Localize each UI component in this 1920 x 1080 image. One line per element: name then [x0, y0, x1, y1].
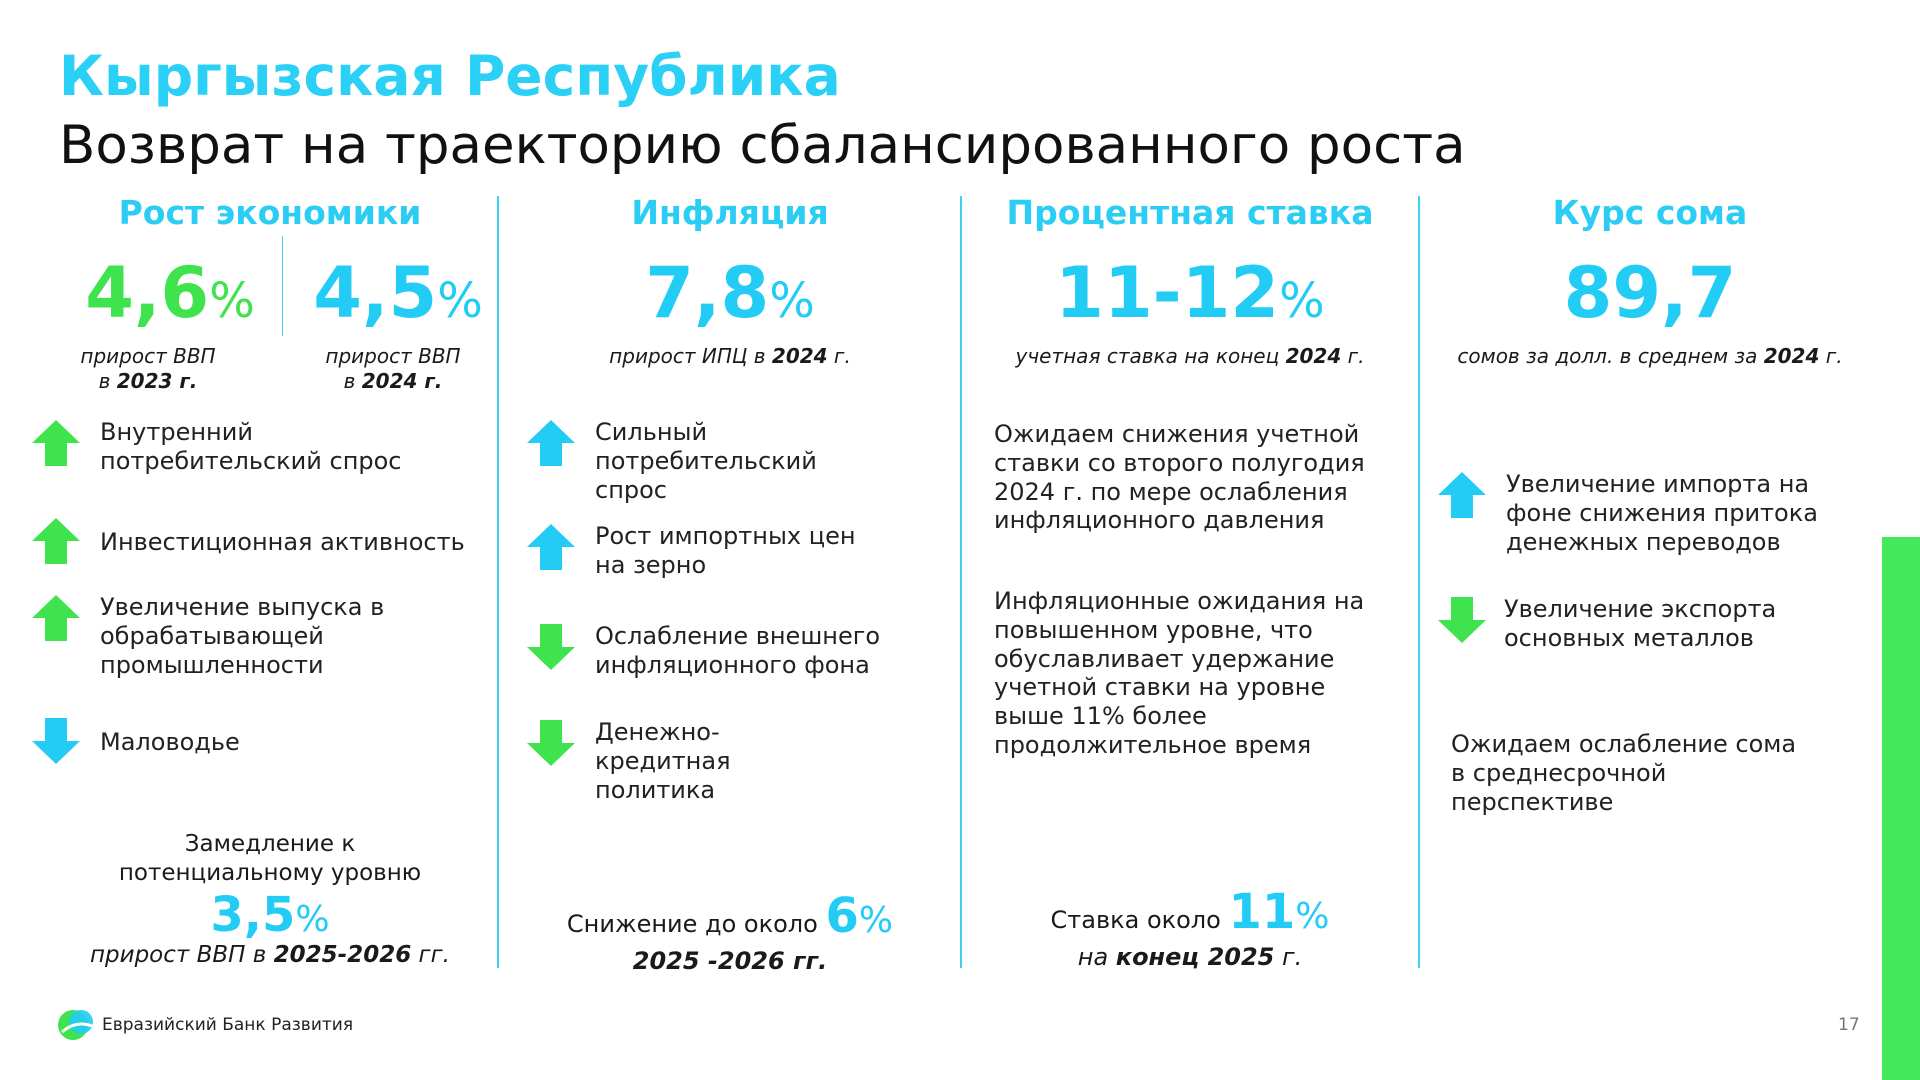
growth-factor-text: Внутренний потребительский спрос	[100, 418, 402, 475]
fx-caption	[1430, 344, 1870, 369]
column-divider	[960, 196, 962, 968]
fx-factor-item	[1436, 595, 1866, 653]
rate-number: 11-12	[1055, 252, 1280, 334]
gdp-2023-caption-year: 2023 г.	[116, 369, 198, 393]
arrow-up-icon	[30, 593, 82, 643]
inflation-outlook-unit: %	[858, 900, 894, 941]
gdp-2024-number: 4,5	[313, 252, 438, 334]
gdp-2024-caption-year: 2024 г.	[361, 369, 443, 393]
arrow-up-icon	[30, 418, 82, 468]
inflation-number: 7,8	[645, 252, 770, 334]
arrow-down-icon	[525, 718, 577, 768]
fx-factor-text: Увеличение экспорта основных металлов	[1504, 595, 1777, 652]
rate-outlook	[970, 886, 1410, 971]
column-divider	[1418, 196, 1420, 968]
rate-outlook-line2-bold: конец 2025	[1115, 942, 1275, 971]
rate-caption	[970, 344, 1410, 369]
gdp-2023-caption-line1: прирост ВВП	[80, 344, 216, 368]
inflation-caption-year: 2024	[771, 344, 828, 368]
fx-number: 89,7	[1563, 252, 1737, 334]
fx-caption-suffix: г.	[1819, 344, 1843, 368]
rate-caption-suffix: г.	[1341, 344, 1365, 368]
inflation-factor-text: Денежно-кредитная политика	[595, 718, 731, 804]
page-title: Кыргызская Республика	[59, 44, 841, 108]
inflation-factor-item	[525, 522, 945, 580]
rate-unit: %	[1279, 273, 1325, 329]
gdp-2024-unit: %	[437, 273, 483, 329]
rate-heading: Процентная ставка	[1006, 193, 1374, 232]
growth-outlook-line1: Замедление к	[184, 831, 356, 857]
fx-caption-prefix: сомов за долл. в среднем за	[1457, 344, 1764, 368]
inflation-factor-item	[525, 622, 945, 680]
gdp-2023-caption-prefix: в	[98, 369, 117, 393]
rate-caption-year: 2024	[1285, 344, 1342, 368]
bank-logo-icon	[56, 1006, 96, 1046]
page-number: 17	[1838, 1015, 1860, 1035]
inflation-outlook-years: 2025 -2026 гг.	[632, 946, 828, 975]
gdp-2024-value	[298, 252, 498, 334]
inflation-caption-suffix: г.	[827, 344, 851, 368]
inflation-factor-text: Сильный потребительский спрос	[595, 418, 817, 504]
growth-heading: Рост экономики	[118, 193, 422, 232]
gdp-2024-caption	[305, 344, 481, 394]
rate-paragraph: Ожидаем снижения учетной ставки со второго полугодия 2024 г. по мере ослабления инфляционного давления	[994, 420, 1365, 535]
inflation-value	[510, 252, 950, 334]
metric-divider	[282, 236, 283, 336]
bank-name: Евразийский Банк Развития	[102, 1015, 354, 1035]
inflation-outlook-number: 6	[825, 888, 859, 944]
growth-factor-text: Маловодье	[100, 728, 240, 756]
arrow-up-icon	[1436, 470, 1488, 520]
arrow-down-icon	[1436, 595, 1488, 645]
fx-value	[1430, 252, 1870, 334]
rate-outlook-number: 11	[1228, 884, 1296, 940]
rate-outlook-line1	[970, 886, 1410, 939]
inflation-factor-item	[525, 418, 945, 504]
arrow-up-icon	[30, 516, 82, 566]
fx-caption-year: 2024	[1763, 344, 1820, 368]
growth-outlook-caption	[60, 942, 480, 968]
growth-outlook-unit: %	[295, 898, 330, 940]
rate-outlook-line2-suffix: г.	[1274, 942, 1303, 971]
gdp-2023-number: 4,6	[85, 252, 210, 334]
rate-outlook-text: Ставка около	[1050, 906, 1229, 934]
growth-factor-text: Увеличение выпуска в обрабатывающей промышленности	[100, 593, 385, 679]
inflation-factor-item	[525, 718, 945, 804]
growth-outlook-caption-years: 2025-2026	[273, 941, 412, 968]
inflation-caption-prefix: прирост ИПЦ в	[609, 344, 772, 368]
rate-outlook-line2	[970, 943, 1410, 971]
growth-outlook-caption-prefix: прирост ВВП в	[89, 941, 274, 968]
gdp-2023-caption	[60, 344, 236, 394]
fx-factor-text: Увеличение импорта на фоне снижения притока денежных переводов	[1506, 470, 1818, 556]
inflation-factor-text: Ослабление внешнего инфляционного фона	[595, 622, 881, 679]
growth-outlook	[60, 830, 480, 968]
inflation-outlook	[510, 890, 950, 975]
arrow-up-icon	[525, 418, 577, 468]
arrow-down-icon	[30, 716, 82, 766]
growth-factor-item	[30, 593, 430, 679]
inflation-outlook-line1	[510, 890, 950, 943]
growth-outlook-value	[60, 886, 480, 943]
rate-caption-prefix: учетная ставка на конец	[1015, 344, 1286, 368]
growth-factor-text: Инвестиционная активность	[100, 528, 465, 556]
fx-factor-item	[1436, 470, 1866, 556]
growth-outlook-line2: потенциальному уровню	[118, 859, 422, 886]
inflation-caption	[510, 344, 950, 369]
side-accent-bar	[1882, 0, 1920, 1080]
inflation-outlook-text: Снижение до около	[566, 910, 826, 938]
fx-heading: Курс сома	[1552, 193, 1748, 232]
page-subtitle: Возврат на траекторию сбалансированного роста	[59, 115, 1466, 176]
growth-factor-item	[30, 716, 480, 766]
rate-value	[970, 252, 1410, 334]
growth-outlook-caption-suffix: гг.	[411, 941, 450, 968]
gdp-2023-value	[70, 252, 270, 334]
inflation-factor-text: Рост импортных цен на зерно	[595, 522, 856, 579]
arrow-up-icon	[525, 522, 577, 572]
rate-paragraph: Инфляционные ожидания на повышенном уровне, что обуславливает удержание учетной ставки на уровне выше 11% более продолжительное время	[994, 587, 1365, 759]
rate-outlook-unit: %	[1295, 896, 1330, 937]
growth-factor-item	[30, 516, 480, 566]
growth-outlook-number: 3,5	[210, 886, 296, 943]
inflation-unit: %	[769, 273, 815, 329]
rate-outlook-line2-prefix: на	[1077, 942, 1116, 971]
growth-factor-item	[30, 418, 480, 476]
fx-outlook-text: Ожидаем ослабление сома в среднесрочной перспективе	[1451, 730, 1797, 816]
arrow-down-icon	[525, 622, 577, 672]
gdp-2024-caption-prefix: в	[343, 369, 362, 393]
inflation-heading: Инфляция	[631, 193, 829, 232]
gdp-2023-unit: %	[209, 273, 255, 329]
gdp-2024-caption-line1: прирост ВВП	[325, 344, 461, 368]
